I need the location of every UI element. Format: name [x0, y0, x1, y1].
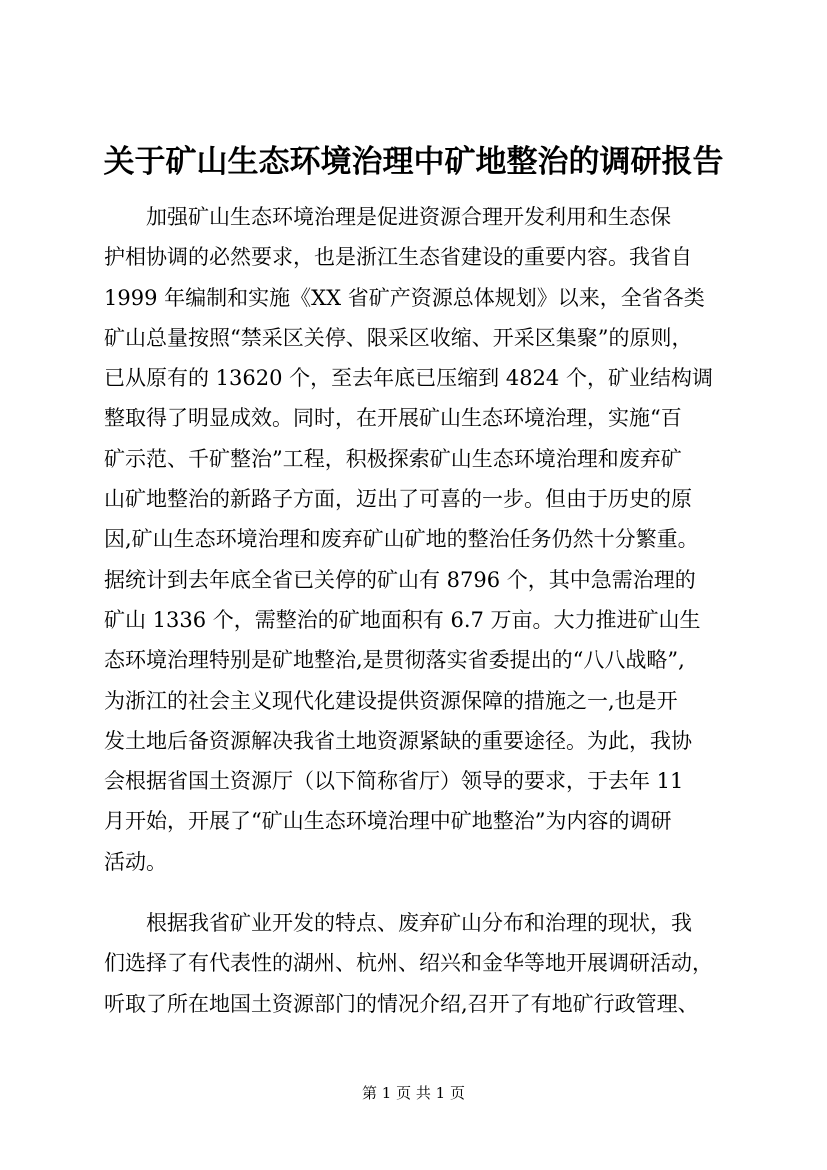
- text-line: 护相协调的必然要求，也是浙江生态省建设的重要内容。我省自: [104, 245, 692, 270]
- text-line: 已从原有的 13620 个，至去年底已压缩到 4824 个，矿业结构调: [104, 366, 713, 391]
- text-line: 根据我省矿业开发的特点、废弃矿山分布和治理的现状，我: [146, 911, 692, 935]
- text-line: 月开始，开展了“矿山生态环境治理中矿地整治”为内容的调研: [104, 809, 672, 834]
- text-line: 1999 年编制和实施《XX 省矿产资源总体规划》以来，全省各类: [104, 285, 705, 310]
- text-line: 态环境治理特别是矿地整治,是贯彻落实省委提出的“八八战略”,: [104, 648, 685, 673]
- text-line: 矿山 1336 个，需整治的矿地面积有 6.7 万亩。大力推进矿山生: [104, 607, 701, 632]
- paragraph-2: [104, 903, 724, 1024]
- text-line: 加强矿山生态环境治理是促进资源合理开发利用和生态保: [146, 205, 671, 229]
- text-line: 山矿地整治的新路子方面，迈出了可喜的一步。但由于历史的原: [104, 487, 692, 512]
- document-title: 关于矿山生态环境治理中矿地整治的调研报告: [103, 144, 724, 180]
- page-footer: 第 1 页 共 1 页: [362, 1084, 465, 1102]
- paragraph-1: [104, 197, 724, 882]
- text-line: 为浙江的社会主义现代化建设提供资源保障的措施之一,也是开: [104, 688, 678, 713]
- text-line: 矿山总量按照“禁采区关停、限采区收缩、开采区集聚”的原则，: [104, 325, 693, 350]
- text-line: 听取了所在地国土资源部门的情况介绍,召开了有地矿行政管理、: [104, 991, 699, 1016]
- text-line: 矿示范、千矿整治”工程，积极探索矿山生态环境治理和废弃矿: [104, 446, 682, 471]
- text-line: 因,矿山生态环境治理和废弃矿山矿地的整治任务仍然十分繁重。: [104, 527, 699, 552]
- text-line: 们选择了有代表性的湖州、杭州、绍兴和金华等地开展调研活动，: [104, 951, 713, 976]
- text-line: 整取得了明显成效。同时，在开展矿山生态环境治理，实施“百: [104, 406, 682, 431]
- text-line: 发土地后备资源解决我省土地资源紧缺的重要途径。为此，我协: [104, 728, 692, 753]
- text-line: 据统计到去年底全省已关停的矿山有 8796 个，其中急需治理的: [104, 567, 696, 592]
- text-line: 活动。: [104, 849, 167, 874]
- text-line: 会根据省国土资源厅（以下简称省厅）领导的要求，于去年 11: [104, 769, 684, 794]
